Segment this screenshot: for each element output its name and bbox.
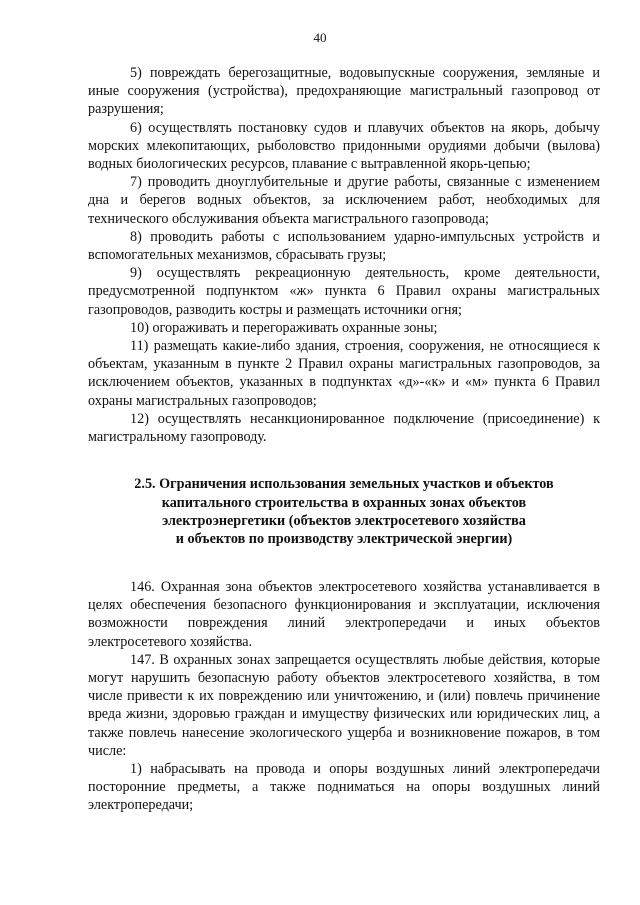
- document-body: [88, 64, 600, 815]
- section-heading-line: капитального строительства в охранных зонах объектов: [161, 494, 527, 511]
- list-item: 6) осуществлять постановку судов и плавучих объектов на якорь, добычу морских млекопитающих, рыболовство придонными орудиями добычи (вылова) водных биологических ресурсов, плавание с вытравленной якорь-цепью;: [88, 119, 600, 173]
- page-number: 40: [313, 30, 327, 45]
- list-item: 9) осуществлять рекреационную деятельность, кроме деятельности, предусмотренной подпунктом «ж» пункта 6 Правил охраны магистральных газопроводов, разводить костры и размещать источники огня;: [88, 265, 600, 318]
- list-item: 7) проводить дноуглубительные и другие работы, связанные с изменением дна и берегов водных объектов, за исключением работ, необходимых для технического обслуживания объекта магистрального газопровода;: [88, 174, 600, 227]
- section-heading-line: и объектов по производству электрической энергии): [175, 531, 513, 548]
- section-paragraph: 147. В охранных зонах запрещается осуществлять любые действия, которые могут нарушить безопасную работу объектов электросетевого хозяйства, в том числе привести к их повреждению или уничтожению, и (или) повлечь причинение вреда жизни, здоровью граждан и имуществу физических или юридических лиц, а также повлечь нанесение экологического ущерба и возникновение пожаров, в том числе:: [88, 651, 600, 759]
- list-item: 8) проводить работы с использованием ударно-импульсных устройств и вспомогательных механизмов, сбрасывать грузы;: [88, 228, 600, 264]
- section-heading: [88, 475, 600, 549]
- section-paragraph: 146. Охранная зона объектов электросетевого хозяйства устанавливается в целях обеспечения безопасного функционирования и эксплуатации, исключения возможности повреждения линий электропередачи и иных объектов электросетевого хозяйства.: [88, 578, 600, 650]
- list-item: 12) осуществлять несанкционированное подключение (присоединение) к магистральному газопроводу.: [88, 410, 600, 446]
- list-item: 11) размещать какие-либо здания, строения, сооружения, не относящиеся к объектам, указанным в пункте 2 Правил охраны магистральных газопроводов, за исключением объектов, указанных в подпунктах «д»-«к» и «м» пункта 6 Правил охраны магистральных газопроводов;: [88, 338, 600, 409]
- section-paragraph: 1) набрасывать на провода и опоры воздушных линий электропередачи посторонние предметы, а также подниматься на опоры воздушных линий электропередачи;: [88, 760, 600, 814]
- list-item: 5) повреждать берегозащитные, водовыпускные сооружения, земляные и иные сооружения (устройства), предохраняющие магистральный газопровод от разрушения;: [88, 65, 600, 118]
- list-item: 10) огораживать и перегораживать охранные зоны;: [130, 319, 438, 336]
- section-heading-line: 2.5. Ограничения использования земельных участков и объектов: [134, 476, 554, 493]
- section-heading-line: электроэнергетики (объектов электросетевого хозяйства: [162, 513, 526, 530]
